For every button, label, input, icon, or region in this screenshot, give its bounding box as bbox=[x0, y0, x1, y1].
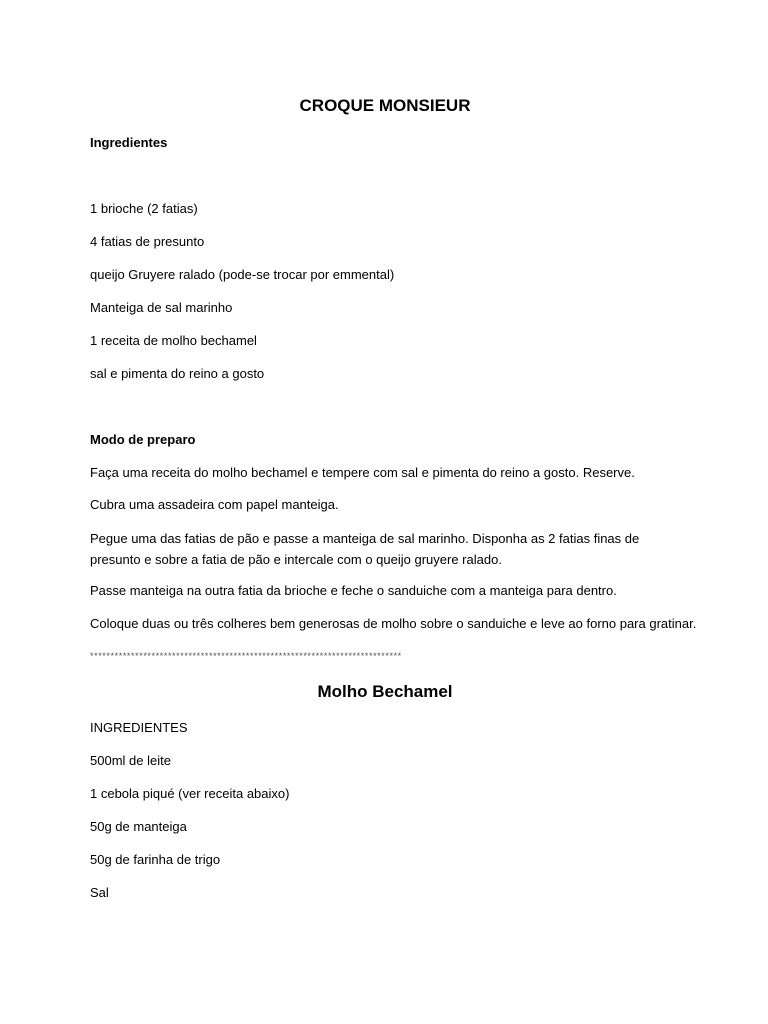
bechamel-ingredient-item: 500ml de leite bbox=[90, 753, 171, 768]
ingredient-item: 4 fatias de presunto bbox=[90, 234, 205, 249]
method-step: Pegue uma das fatias de pão e passe a manteiga de sal marinho. Disponha as 2 fatias finas de presunto e sobre a fatia de pão e intercale com o queijo gruyere ralado. bbox=[90, 531, 640, 567]
method-step: Passe manteiga na outra fatia da brioche e feche o sanduiche com a manteiga para dentro. bbox=[90, 583, 617, 598]
ingredient-item: 1 receita de molho bechamel bbox=[90, 333, 257, 348]
recipe-title: CROQUE MONSIEUR bbox=[299, 96, 471, 115]
bechamel-ingredient-item: 1 cebola piqué (ver receita abaixo) bbox=[90, 786, 290, 801]
bechamel-ingredient-item: 50g de manteiga bbox=[90, 819, 187, 834]
ingredient-item: Manteiga de sal marinho bbox=[90, 300, 233, 315]
method-step: Faça uma receita do molho bechamel e tempere com sal e pimenta do reino a gosto. Reserve. bbox=[90, 465, 635, 480]
bechamel-title: Molho Bechamel bbox=[317, 682, 453, 701]
bechamel-ingredient-item: 50g de farinha de trigo bbox=[90, 852, 221, 867]
ingredient-item: sal e pimenta do reino a gosto bbox=[90, 366, 265, 381]
method-step: Cubra uma assadeira com papel manteiga. bbox=[90, 497, 339, 512]
method-step: Coloque duas ou três colheres bem generosas de molho sobre o sanduiche e leve ao forno para gratinar. bbox=[90, 616, 697, 631]
section-separator: **************************************************************************** bbox=[90, 651, 402, 661]
method-heading: Modo de preparo bbox=[90, 432, 196, 447]
ingredient-item: 1 brioche (2 fatias) bbox=[90, 201, 198, 216]
ingredient-item: queijo Gruyere ralado (pode-se trocar por emmental) bbox=[90, 267, 395, 282]
bechamel-ingredient-item: Sal bbox=[90, 885, 109, 900]
bechamel-ingredients-heading: INGREDIENTES bbox=[90, 720, 188, 735]
ingredients-heading: Ingredientes bbox=[90, 135, 168, 150]
